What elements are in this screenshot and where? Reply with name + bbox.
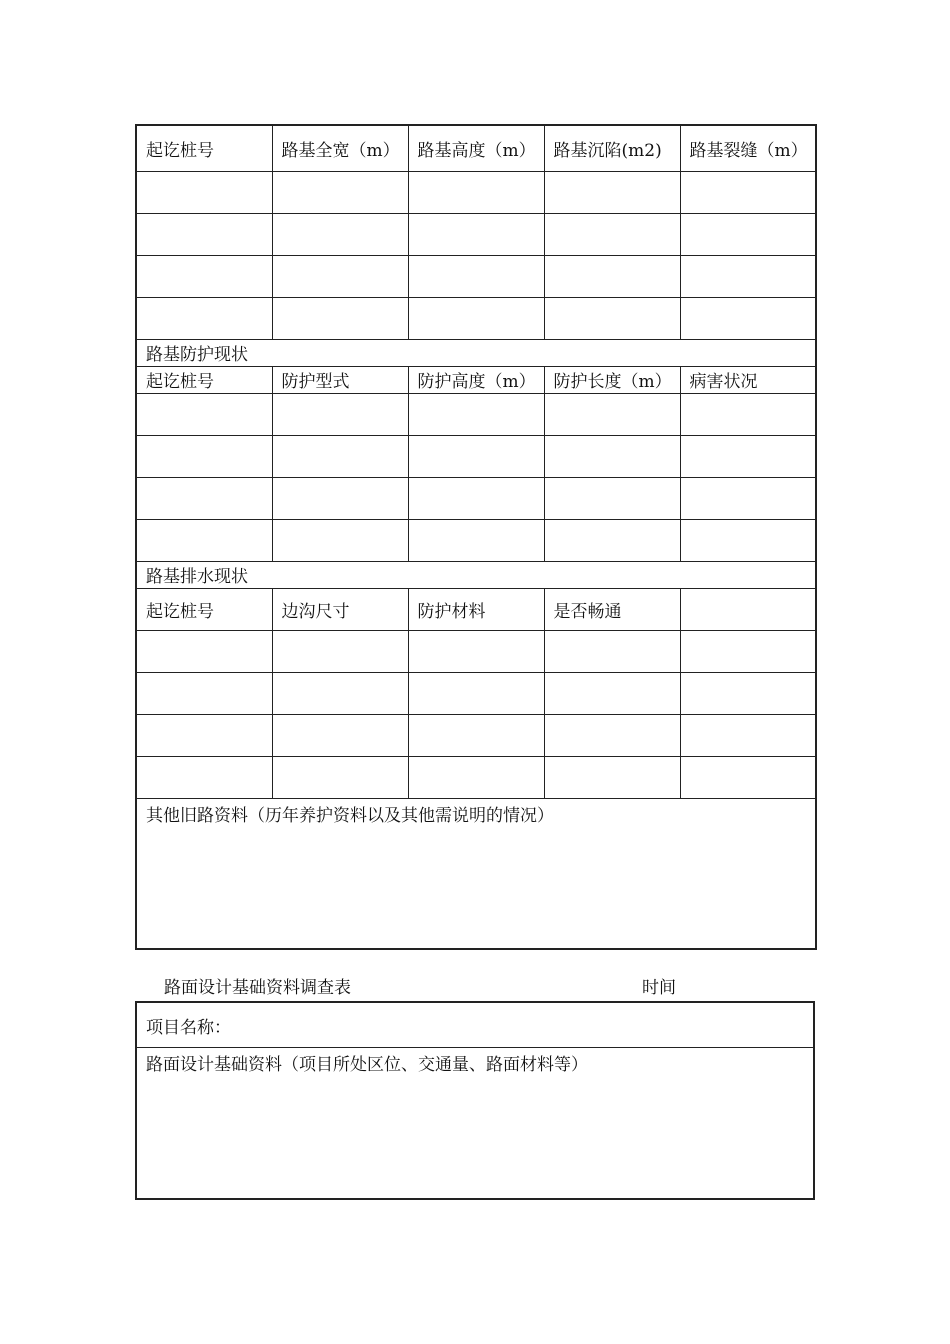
col-header-height: 路基高度（m） bbox=[408, 125, 544, 172]
table-cell[interactable] bbox=[408, 631, 544, 673]
table-row bbox=[136, 256, 816, 298]
col-header-station: 起讫桩号 bbox=[136, 589, 272, 631]
table-cell[interactable] bbox=[136, 214, 272, 256]
table-cell[interactable] bbox=[136, 436, 272, 478]
col-header-protection-type: 防护型式 bbox=[272, 367, 408, 394]
table-cell[interactable] bbox=[408, 436, 544, 478]
table-cell[interactable] bbox=[680, 214, 816, 256]
col-header-protection-height: 防护高度（m） bbox=[408, 367, 544, 394]
table-cell[interactable] bbox=[136, 757, 272, 799]
table-cell[interactable] bbox=[680, 631, 816, 673]
table-row bbox=[136, 715, 816, 757]
table-cell[interactable] bbox=[136, 478, 272, 520]
table-cell[interactable] bbox=[680, 298, 816, 340]
table-cell[interactable] bbox=[272, 172, 408, 214]
table-row bbox=[136, 478, 816, 520]
col-header-protection-length: 防护长度（m） bbox=[544, 367, 680, 394]
col-header-crack: 路基裂缝（m） bbox=[680, 125, 816, 172]
pavement-basis-row bbox=[136, 1048, 814, 1200]
table-cell[interactable] bbox=[272, 298, 408, 340]
pavement-survey-table bbox=[135, 1001, 815, 1200]
col-header-settlement: 路基沉陷(m2) bbox=[544, 125, 680, 172]
table-cell[interactable] bbox=[680, 478, 816, 520]
table-cell[interactable] bbox=[544, 298, 680, 340]
notes-row bbox=[136, 799, 816, 950]
table-cell[interactable] bbox=[136, 298, 272, 340]
subgrade-header-row bbox=[136, 125, 816, 172]
table-cell[interactable] bbox=[408, 478, 544, 520]
table-cell[interactable] bbox=[680, 757, 816, 799]
table-cell[interactable] bbox=[544, 715, 680, 757]
table-cell[interactable] bbox=[408, 673, 544, 715]
col-header-ditch-size: 边沟尺寸 bbox=[272, 589, 408, 631]
table-cell[interactable] bbox=[544, 256, 680, 298]
col-header-blank bbox=[680, 589, 816, 631]
col-header-width: 路基全宽（m） bbox=[272, 125, 408, 172]
project-name-field[interactable]: 项目名称： bbox=[136, 1002, 814, 1048]
table-cell[interactable] bbox=[272, 214, 408, 256]
table-cell[interactable] bbox=[272, 715, 408, 757]
table-cell[interactable] bbox=[136, 631, 272, 673]
table-cell[interactable] bbox=[272, 673, 408, 715]
table-cell[interactable] bbox=[136, 256, 272, 298]
notes-cell[interactable]: 其他旧路资料（历年养护资料以及其他需说明的情况） bbox=[136, 799, 816, 950]
drainage-section-row bbox=[136, 562, 816, 589]
protection-section-title: 路基防护现状 bbox=[136, 340, 816, 367]
table-cell[interactable] bbox=[408, 172, 544, 214]
protection-section-row bbox=[136, 340, 816, 367]
table-cell[interactable] bbox=[544, 214, 680, 256]
table-row bbox=[136, 520, 816, 562]
col-header-station: 起讫桩号 bbox=[136, 367, 272, 394]
table-cell[interactable] bbox=[136, 715, 272, 757]
table-cell[interactable] bbox=[680, 436, 816, 478]
col-header-unobstructed: 是否畅通 bbox=[544, 589, 680, 631]
table-row bbox=[136, 394, 816, 436]
table-cell[interactable] bbox=[544, 436, 680, 478]
table-cell[interactable] bbox=[408, 394, 544, 436]
protection-header-row bbox=[136, 367, 816, 394]
table-row bbox=[136, 172, 816, 214]
col-header-protection-material: 防护材料 bbox=[408, 589, 544, 631]
col-header-station: 起讫桩号 bbox=[136, 125, 272, 172]
table-cell[interactable] bbox=[544, 631, 680, 673]
table-cell[interactable] bbox=[680, 394, 816, 436]
table-cell[interactable] bbox=[272, 436, 408, 478]
table-cell[interactable] bbox=[136, 520, 272, 562]
time-label: 时间 bbox=[642, 978, 676, 998]
table-cell[interactable] bbox=[544, 478, 680, 520]
table-row bbox=[136, 436, 816, 478]
table-cell[interactable] bbox=[408, 298, 544, 340]
table-row bbox=[136, 757, 816, 799]
table-row bbox=[136, 214, 816, 256]
table-cell[interactable] bbox=[680, 172, 816, 214]
table-cell[interactable] bbox=[544, 172, 680, 214]
table-cell[interactable] bbox=[680, 520, 816, 562]
table-cell[interactable] bbox=[272, 520, 408, 562]
table-cell[interactable] bbox=[272, 757, 408, 799]
table-cell[interactable] bbox=[680, 256, 816, 298]
table-row bbox=[136, 631, 816, 673]
table-cell[interactable] bbox=[680, 673, 816, 715]
table-cell[interactable] bbox=[136, 394, 272, 436]
table-cell[interactable] bbox=[272, 631, 408, 673]
table-cell[interactable] bbox=[272, 394, 408, 436]
table-cell[interactable] bbox=[408, 757, 544, 799]
table-cell[interactable] bbox=[408, 715, 544, 757]
subgrade-survey-table bbox=[135, 124, 817, 950]
table-cell[interactable] bbox=[544, 394, 680, 436]
table-cell[interactable] bbox=[136, 673, 272, 715]
drainage-header-row bbox=[136, 589, 816, 631]
table-cell[interactable] bbox=[408, 520, 544, 562]
table-cell[interactable] bbox=[544, 757, 680, 799]
table-cell[interactable] bbox=[272, 256, 408, 298]
col-header-defect: 病害状况 bbox=[680, 367, 816, 394]
table-row bbox=[136, 298, 816, 340]
pavement-basis-field[interactable]: 路面设计基础资料（项目所处区位、交通量、路面材料等） bbox=[136, 1048, 814, 1200]
project-name-row bbox=[136, 1002, 814, 1048]
table-cell[interactable] bbox=[544, 673, 680, 715]
drainage-section-title: 路基排水现状 bbox=[136, 562, 816, 589]
table-row bbox=[136, 673, 816, 715]
table-cell[interactable] bbox=[272, 478, 408, 520]
table-cell[interactable] bbox=[544, 520, 680, 562]
table-cell[interactable] bbox=[136, 172, 272, 214]
table-cell[interactable] bbox=[408, 214, 544, 256]
pavement-form-caption: 路面设计基础资料调查表 bbox=[164, 978, 351, 998]
table-cell[interactable] bbox=[408, 256, 544, 298]
table-cell[interactable] bbox=[680, 715, 816, 757]
